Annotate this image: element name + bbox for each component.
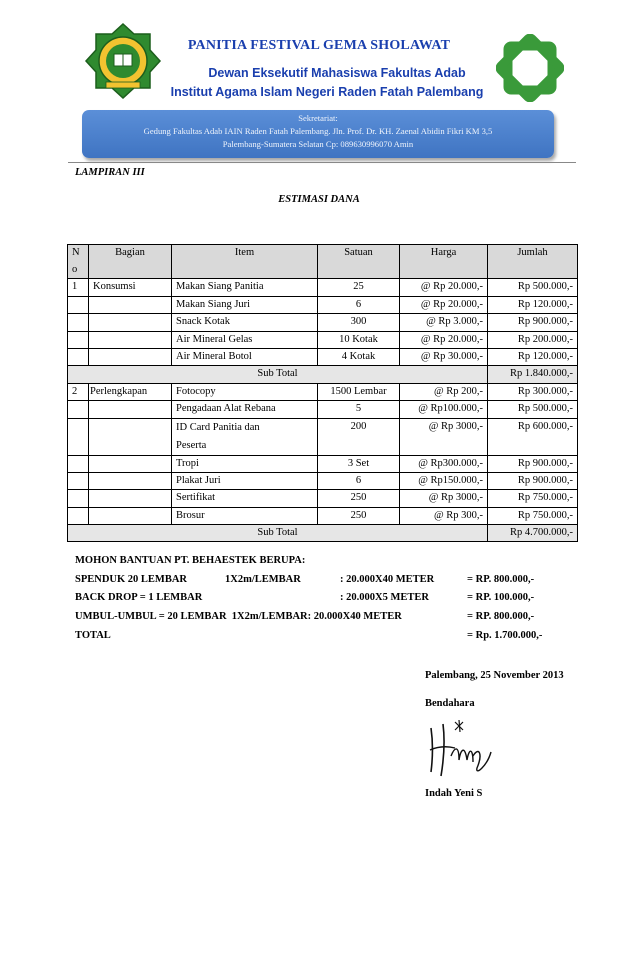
subtotal-row — [68, 525, 578, 542]
header-jumlah: Jumlah — [488, 245, 578, 263]
table-row: Tropi 3 Set @ Rp300.000,- Rp 900.000,- — [68, 455, 578, 472]
table-row: Air Mineral Botol 4 Kotak @ Rp 30.000,- Rp 120.000,- — [68, 348, 578, 365]
table-row: Sertifikat 250 @ Rp 3000,- Rp 750.000,- — [68, 490, 578, 507]
subtotal-value: Rp 1.840.000,- — [488, 366, 578, 383]
table-row: Plakat Juri 6 @ Rp150.000,- Rp 900.000,- — [68, 472, 578, 489]
subtotal-label: Sub Total — [68, 525, 488, 542]
letterhead-subtitle-1: Dewan Eksekutif Mahasiswa Fakultas Adab — [208, 66, 466, 80]
letterhead-subtitle-2: Institut Agama Islam Negeri Raden Fatah Palembang — [170, 85, 484, 99]
request-line: BACK DROP = 1 LEMBAR : 20.000X5 METER = RP. 100.000,- — [75, 592, 535, 604]
subtotal-label: Sub Total — [68, 366, 488, 383]
subtotal-row — [68, 366, 578, 383]
subtotal-value: Rp 4.700.000,- — [488, 525, 578, 542]
secretariat-address-1: Gedung Fakultas Adab IAIN Raden Fatah Palembang. Jln. Prof. Dr. KH. Zaenal Abidin Fikri KM 3,5 — [143, 126, 493, 136]
header-item: Item — [172, 245, 318, 263]
header-harga: Harga — [400, 245, 488, 263]
secretariat-address-2: Palembang-Sumatera Selatan Cp: 089630996070 Amin — [222, 139, 414, 149]
table-row: Air Mineral Gelas 10 Kotak @ Rp 20.000,- Rp 200.000,- — [68, 331, 578, 348]
table-row: 2 Perlengkapan Fotocopy 1500 Lembar @ Rp 200,- Rp 300.000,- — [68, 383, 578, 400]
table-header-row — [68, 245, 578, 263]
header-no: N — [68, 245, 89, 263]
table-row: Pengadaan Alat Rebana 5 @ Rp100.000,- Rp 500.000,- — [68, 401, 578, 418]
request-heading: MOHON BANTUAN PT. BEHAESTEK BERUPA: — [75, 555, 306, 566]
request-line: UMBUL-UMBUL = 20 LEMBAR 1X2m/LEMBAR: 20.000X40 METER = RP. 800.000,- — [75, 611, 535, 623]
signer-name: Indah Yeni S — [425, 788, 483, 799]
secretariat-label: Sekretariat: — [298, 113, 338, 123]
request-line: SPENDUK 20 LEMBAR 1X2m/LEMBAR : 20.000X40 METER = RP. 800.000,- — [75, 573, 535, 585]
table-row: 1 Konsumsi Makan Siang Panitia 25 @ Rp 20.000,- Rp 500.000,- — [68, 279, 578, 296]
divider-line — [68, 162, 576, 163]
header-no-2: o — [68, 262, 89, 279]
item-line-2: Peserta — [176, 439, 207, 451]
table-header-row-2 — [68, 262, 578, 279]
table-row: ID Card Panitia dan Peserta 200 @ Rp 3000,- Rp 600.000,- — [68, 418, 578, 455]
handwritten-signature — [425, 716, 505, 782]
request-total: TOTAL = Rp. 1.700.000,- — [75, 629, 543, 641]
header-satuan: Satuan — [318, 245, 400, 263]
table-row: Snack Kotak 300 @ Rp 3.000,- Rp 900.000,- — [68, 314, 578, 331]
attachment-label: LAMPIRAN III — [75, 167, 145, 178]
secretariat-box — [82, 110, 554, 158]
place-date: Palembang, 25 November 2013 — [425, 670, 564, 681]
signer-role: Bendahara — [425, 698, 475, 709]
table-row: Makan Siang Juri 6 @ Rp 20.000,- Rp 120.000,- — [68, 296, 578, 313]
item-line-1: ID Card Panitia dan — [176, 421, 260, 433]
letterhead-title: PANITIA FESTIVAL GEMA SHOLAWAT — [187, 38, 451, 53]
header-bagian: Bagian — [89, 245, 172, 263]
budget-table — [67, 244, 578, 542]
document-title: ESTIMASI DANA — [278, 194, 360, 205]
table-row: Brosur 250 @ Rp 300,- Rp 750.000,- — [68, 507, 578, 524]
sponsorship-request — [75, 552, 595, 645]
